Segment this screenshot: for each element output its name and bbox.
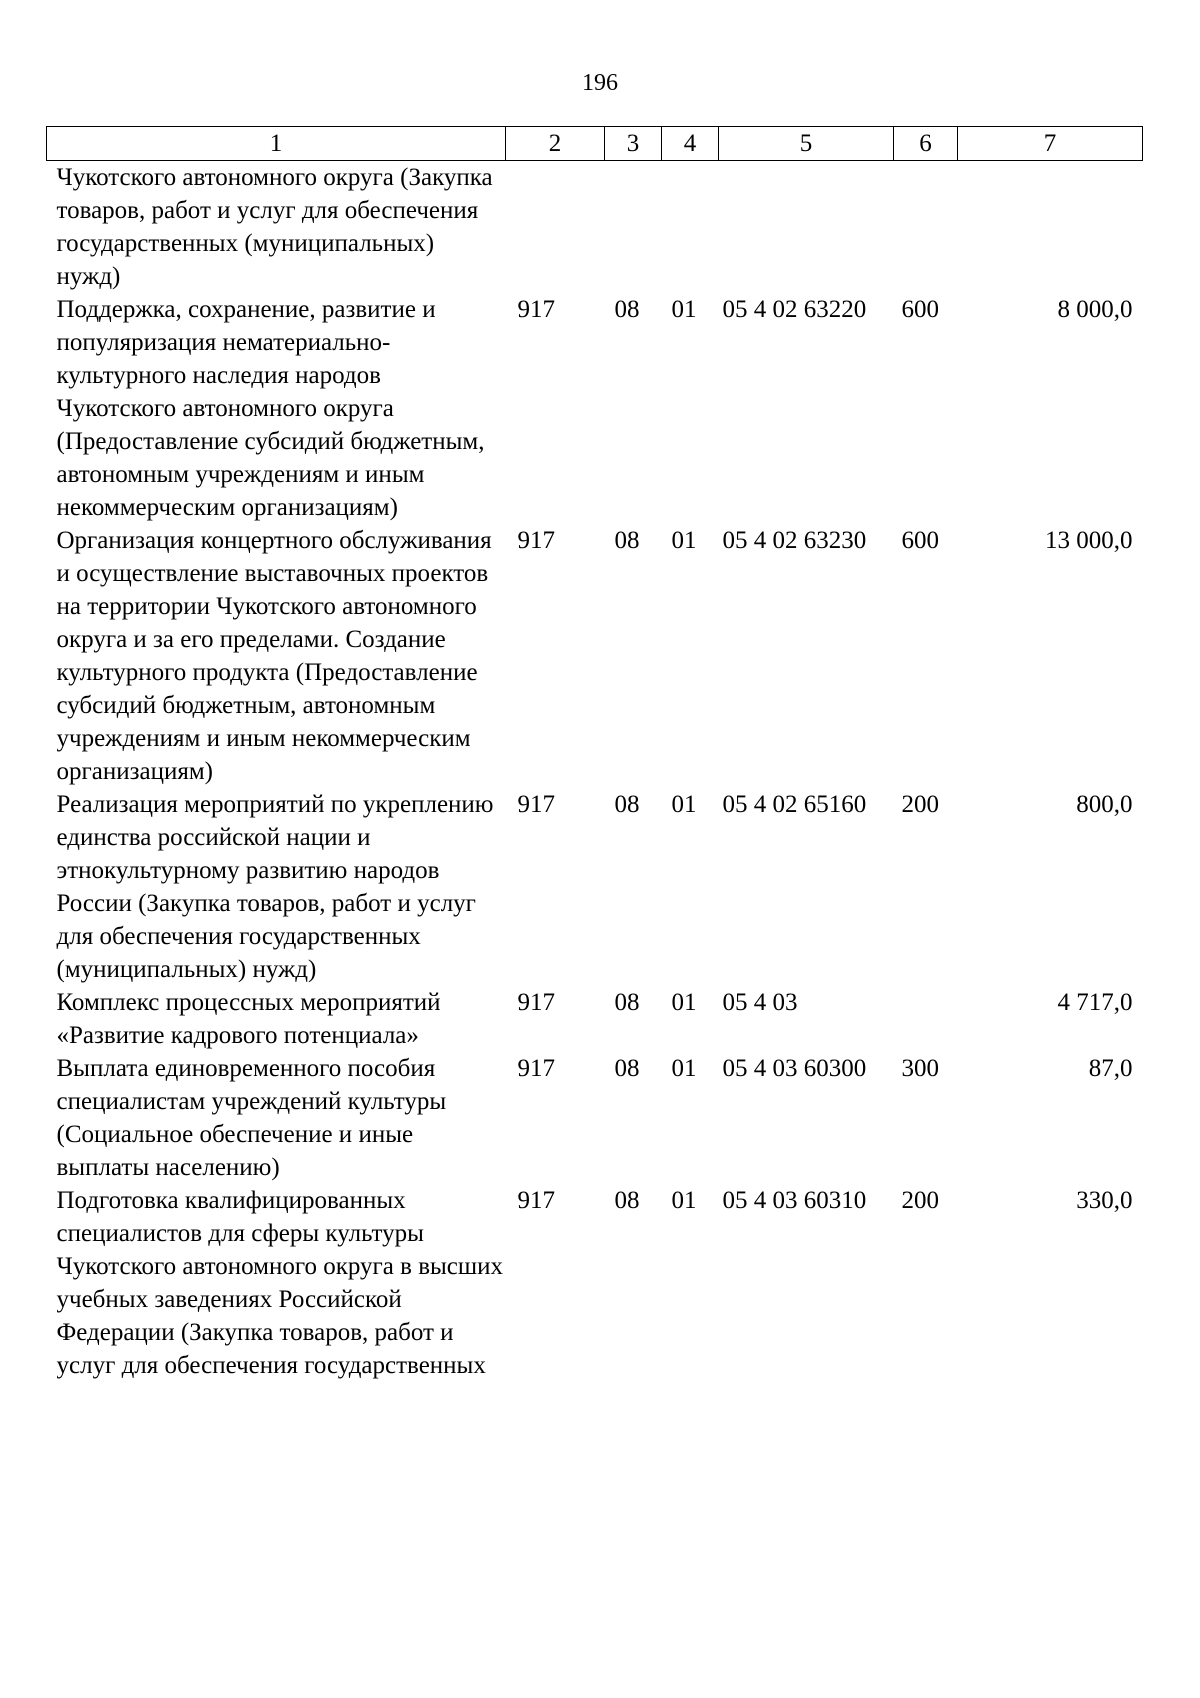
row-subsection-code: 01 bbox=[671, 989, 697, 1016]
row-expense-type: 200 bbox=[901, 791, 939, 818]
row-target-article: 05 4 02 63220 bbox=[722, 296, 867, 323]
row-description: Реализация мероприятий по укреплению единства российской нации и этнокультурному развитию народов России (Закупка товаров, работ и услуг для обеспечения государственных (муниципальных) нужд) bbox=[56, 791, 494, 983]
row-target-article: 05 4 02 65160 bbox=[722, 791, 867, 818]
row-expense-type: 600 bbox=[901, 527, 939, 554]
row-ministry-code: 917 bbox=[517, 296, 555, 323]
row-expense-type: 300 bbox=[901, 1055, 939, 1082]
row-amount bbox=[958, 161, 1143, 294]
row-ministry-code: 917 bbox=[517, 527, 555, 554]
row-description: Подготовка квалифицированных специалистов для сферы культуры Чукотского автономного округа в высших учебных заведениях Российской Федерации (Закупка товаров, работ и услуг для обеспечения государственных bbox=[56, 1187, 504, 1379]
row-subsection-code: 01 bbox=[671, 1055, 697, 1082]
row-section-code bbox=[605, 161, 662, 294]
row-ministry-code: 917 bbox=[517, 1055, 555, 1082]
table-row bbox=[47, 293, 1143, 524]
row-amount: 330,0 bbox=[1076, 1187, 1133, 1214]
row-section-code: 08 bbox=[614, 791, 640, 818]
row-amount: 800,0 bbox=[1076, 791, 1133, 818]
column-header-1: 1 bbox=[47, 127, 506, 161]
table-row bbox=[47, 524, 1143, 788]
budget-table bbox=[46, 126, 1143, 1382]
table-row bbox=[47, 788, 1143, 986]
row-target-article bbox=[719, 161, 894, 294]
row-description: Комплекс процессных мероприятий «Развитие кадрового потенциала» bbox=[56, 989, 441, 1049]
row-subsection-code: 01 bbox=[671, 1187, 697, 1214]
row-amount: 13 000,0 bbox=[1045, 527, 1133, 554]
table-row bbox=[47, 161, 1143, 294]
row-target-article: 05 4 03 60310 bbox=[722, 1187, 867, 1214]
row-target-article: 05 4 03 bbox=[722, 989, 798, 1016]
row-target-article: 05 4 03 60300 bbox=[722, 1055, 867, 1082]
row-expense-type bbox=[894, 986, 958, 1052]
row-description: Поддержка, сохранение, развитие и популяризация нематериально-культурного наследия народов Чукотского автономного округа (Предоставление субсидий бюджетным, автономным учреждениям и иным некоммерческим организациям) bbox=[56, 296, 485, 521]
row-subsection-code: 01 bbox=[671, 296, 697, 323]
row-expense-type: 600 bbox=[901, 296, 939, 323]
row-amount: 4 717,0 bbox=[1057, 989, 1133, 1016]
table-row bbox=[47, 1052, 1143, 1184]
row-ministry-code: 917 bbox=[517, 791, 555, 818]
row-ministry-code: 917 bbox=[517, 1187, 555, 1214]
row-amount: 87,0 bbox=[1088, 1055, 1133, 1082]
row-target-article: 05 4 02 63230 bbox=[722, 527, 867, 554]
row-ministry-code: 917 bbox=[517, 989, 555, 1016]
row-description: Чукотского автономного округа (Закупка товаров, работ и услуг для обеспечения государственных (муниципальных) нужд) bbox=[56, 164, 493, 290]
row-section-code: 08 bbox=[614, 989, 640, 1016]
row-section-code: 08 bbox=[614, 296, 640, 323]
column-header-5: 5 bbox=[719, 127, 894, 161]
row-ministry-code bbox=[506, 161, 605, 294]
row-expense-type bbox=[894, 161, 958, 294]
column-header-4: 4 bbox=[662, 127, 719, 161]
row-expense-type: 200 bbox=[901, 1187, 939, 1214]
column-header-3: 3 bbox=[605, 127, 662, 161]
row-subsection-code: 01 bbox=[671, 527, 697, 554]
row-section-code: 08 bbox=[614, 527, 640, 554]
column-header-6: 6 bbox=[894, 127, 958, 161]
page-number: 196 bbox=[582, 70, 618, 96]
row-section-code: 08 bbox=[614, 1187, 640, 1214]
row-subsection-code: 01 bbox=[671, 791, 697, 818]
column-header-7: 7 bbox=[958, 127, 1143, 161]
row-section-code: 08 bbox=[614, 1055, 640, 1082]
row-description: Организация концертного обслуживания и осуществление выставочных проектов на территории Чукотского автономного округа и за его пределами. Создание культурного продукта (Предоставление субсидий бюджетным, автономным учреждениям и иным некоммерческим организациям) bbox=[56, 527, 492, 785]
row-description: Выплата единовременного пособия специалистам учреждений культуры (Социальное обеспечение и иные выплаты населению) bbox=[56, 1055, 447, 1181]
row-subsection-code bbox=[662, 161, 719, 294]
column-header-2: 2 bbox=[506, 127, 605, 161]
table-header-row bbox=[47, 127, 1143, 161]
row-amount: 8 000,0 bbox=[1057, 296, 1133, 323]
table-row bbox=[47, 1184, 1143, 1382]
table-row bbox=[47, 986, 1143, 1052]
